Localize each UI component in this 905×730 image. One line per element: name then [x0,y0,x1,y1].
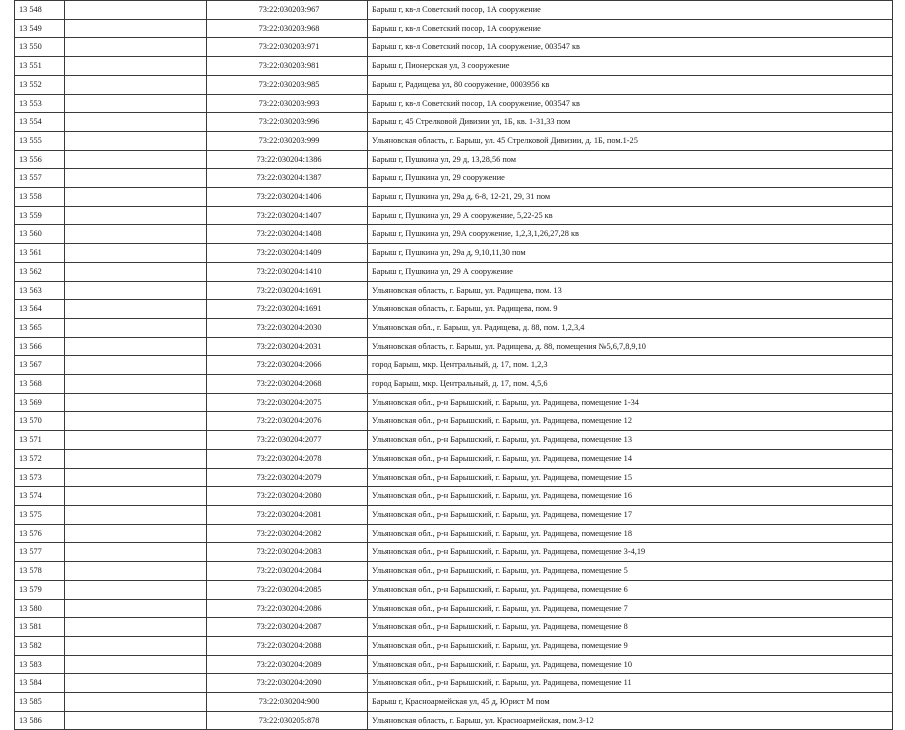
row-number-cell: 13 569 [15,393,65,412]
table-row [15,225,893,244]
empty-cell [65,57,207,76]
empty-cell [65,38,207,57]
cadastral-number-cell: 73:22:030204:2090 [207,674,368,693]
empty-cell [65,356,207,375]
empty-cell [65,225,207,244]
empty-cell [65,412,207,431]
row-number-cell: 13 577 [15,543,65,562]
address-cell: Барыш г, Радищева ул, 80 сооружение, 0003956 кв [368,75,893,94]
registry-table [14,0,893,730]
cadastral-number-cell: 73:22:030204:2076 [207,412,368,431]
table-row [15,543,893,562]
address-cell: Ульяновская обл., р-н Барышский, г. Барыш, ул. Радищева, помещение 16 [368,487,893,506]
address-cell: Ульяновская обл., р-н Барышский, г. Барыш, ул. Радищева, помещение 9 [368,636,893,655]
table-row [15,580,893,599]
row-number-cell: 13 565 [15,318,65,337]
row-number-cell: 13 585 [15,693,65,712]
empty-cell [65,75,207,94]
row-number-cell: 13 570 [15,412,65,431]
cadastral-number-cell: 73:22:030204:2079 [207,468,368,487]
cadastral-number-cell: 73:22:030204:1407 [207,206,368,225]
address-cell: Ульяновская обл., р-н Барышский, г. Барыш, ул. Радищева, помещение 5 [368,562,893,581]
empty-cell [65,206,207,225]
cadastral-number-cell: 73:22:030205:878 [207,711,368,730]
table-row [15,655,893,674]
table-row [15,562,893,581]
row-number-cell: 13 579 [15,580,65,599]
table-row [15,244,893,263]
table-row [15,75,893,94]
row-number-cell: 13 575 [15,505,65,524]
empty-cell [65,337,207,356]
row-number-cell: 13 582 [15,636,65,655]
table-row [15,487,893,506]
row-number-cell: 13 572 [15,449,65,468]
row-number-cell: 13 558 [15,188,65,207]
cadastral-number-cell: 73:22:030204:1408 [207,225,368,244]
empty-cell [65,711,207,730]
address-cell: Ульяновская обл., р-н Барышский, г. Барыш, ул. Радищева, помещение 14 [368,449,893,468]
empty-cell [65,244,207,263]
table-row [15,468,893,487]
table-row [15,19,893,38]
row-number-cell: 13 553 [15,94,65,113]
cadastral-number-cell: 73:22:030204:2088 [207,636,368,655]
table-row [15,38,893,57]
cadastral-number-cell: 73:22:030204:2030 [207,318,368,337]
row-number-cell: 13 563 [15,281,65,300]
registry-sheet [14,0,892,725]
row-number-cell: 13 576 [15,524,65,543]
empty-cell [65,674,207,693]
table-row [15,618,893,637]
cadastral-number-cell: 73:22:030204:2086 [207,599,368,618]
cadastral-number-cell: 73:22:030204:2083 [207,543,368,562]
cadastral-number-cell: 73:22:030204:1410 [207,262,368,281]
address-cell: Ульяновская обл., р-н Барышский, г. Барыш, ул. Радищева, помещение 17 [368,505,893,524]
row-number-cell: 13 568 [15,375,65,394]
empty-cell [65,449,207,468]
row-number-cell: 13 583 [15,655,65,674]
address-cell: Барыш г, Пушкина ул, 29 А сооружение, 5,22-25 кв [368,206,893,225]
table-row [15,356,893,375]
address-cell: Ульяновская обл., р-н Барышский, г. Барыш, ул. Радищева, помещение 7 [368,599,893,618]
address-cell: Ульяновская обл., р-н Барышский, г. Барыш, ул. Радищева, помещение 8 [368,618,893,637]
table-row [15,505,893,524]
row-number-cell: 13 561 [15,244,65,263]
row-number-cell: 13 559 [15,206,65,225]
cadastral-number-cell: 73:22:030204:2080 [207,487,368,506]
table-row [15,300,893,319]
empty-cell [65,693,207,712]
cadastral-number-cell: 73:22:030204:1691 [207,281,368,300]
row-number-cell: 13 551 [15,57,65,76]
table-row [15,711,893,730]
cadastral-number-cell: 73:22:030204:1691 [207,300,368,319]
cadastral-number-cell: 73:22:030204:2089 [207,655,368,674]
address-cell: Барыш г, Пушкина ул, 29 А сооружение [368,262,893,281]
table-row [15,262,893,281]
address-cell: Барыш г, кв-л Советский посор, 1А сооружение [368,1,893,20]
cadastral-number-cell: 73:22:030204:1406 [207,188,368,207]
empty-cell [65,318,207,337]
row-number-cell: 13 550 [15,38,65,57]
cadastral-number-cell: 73:22:030203:968 [207,19,368,38]
cadastral-number-cell: 73:22:030203:981 [207,57,368,76]
cadastral-number-cell: 73:22:030204:2075 [207,393,368,412]
row-number-cell: 13 556 [15,150,65,169]
cadastral-number-cell: 73:22:030203:985 [207,75,368,94]
cadastral-number-cell: 73:22:030203:967 [207,1,368,20]
empty-cell [65,431,207,450]
empty-cell [65,393,207,412]
address-cell: Барыш г, Пушкина ул, 29А сооружение, 1,2,3,1,26,27,28 кв [368,225,893,244]
empty-cell [65,655,207,674]
cadastral-number-cell: 73:22:030204:2078 [207,449,368,468]
address-cell: Барыш г, кв-л Советский посор, 1А сооружение [368,19,893,38]
table-row [15,169,893,188]
cadastral-number-cell: 73:22:030204:2031 [207,337,368,356]
table-row [15,375,893,394]
address-cell: Барыш г, Пушкина ул, 29 д, 13,28,56 пом [368,150,893,169]
address-cell: Ульяновская обл., р-н Барышский, г. Барыш, ул. Радищева, помещение 12 [368,412,893,431]
cadastral-number-cell: 73:22:030204:1409 [207,244,368,263]
row-number-cell: 13 566 [15,337,65,356]
table-row [15,674,893,693]
registry-table-body [15,1,893,730]
table-row [15,412,893,431]
address-cell: Ульяновская обл., р-н Барышский, г. Барыш, ул. Радищева, помещение 10 [368,655,893,674]
address-cell: Барыш г, Пушкина ул, 29 сооружение [368,169,893,188]
empty-cell [65,468,207,487]
address-cell: город Барыш, мкр. Центральный, д. 17, пом. 1,2,3 [368,356,893,375]
empty-cell [65,375,207,394]
address-cell: город Барыш, мкр. Центральный, д. 17, пом. 4,5,6 [368,375,893,394]
cadastral-number-cell: 73:22:030203:999 [207,131,368,150]
address-cell: Ульяновская обл., р-н Барышский, г. Барыш, ул. Радищева, помещение 11 [368,674,893,693]
row-number-cell: 13 552 [15,75,65,94]
cadastral-number-cell: 73:22:030204:1386 [207,150,368,169]
table-row [15,693,893,712]
row-number-cell: 13 586 [15,711,65,730]
address-cell: Барыш г, Пионерская ул, 3 сооружение [368,57,893,76]
address-cell: Ульяновская обл., г. Барыш, ул. Радищева, д. 88, пом. 1,2,3,4 [368,318,893,337]
table-row [15,57,893,76]
empty-cell [65,505,207,524]
empty-cell [65,636,207,655]
cadastral-number-cell: 73:22:030204:2085 [207,580,368,599]
empty-cell [65,113,207,132]
empty-cell [65,562,207,581]
empty-cell [65,599,207,618]
empty-cell [65,150,207,169]
address-cell: Ульяновская область, г. Барыш, ул. 45 Стрелковой Дивизии, д. 1Б, пом.1-25 [368,131,893,150]
address-cell: Барыш г, Красноармейская ул, 45 д, Юрист М пом [368,693,893,712]
row-number-cell: 13 574 [15,487,65,506]
table-row [15,318,893,337]
cadastral-number-cell: 73:22:030204:2077 [207,431,368,450]
empty-cell [65,524,207,543]
cadastral-number-cell: 73:22:030204:2082 [207,524,368,543]
empty-cell [65,131,207,150]
table-row [15,636,893,655]
row-number-cell: 13 573 [15,468,65,487]
row-number-cell: 13 560 [15,225,65,244]
cadastral-number-cell: 73:22:030204:2068 [207,375,368,394]
table-row [15,449,893,468]
address-cell: Барыш г, Пушкина ул, 29а д, 9,10,11,30 пом [368,244,893,263]
empty-cell [65,169,207,188]
row-number-cell: 13 564 [15,300,65,319]
row-number-cell: 13 549 [15,19,65,38]
address-cell: Ульяновская область, г. Барыш, ул. Красноармейская, пом.3-12 [368,711,893,730]
empty-cell [65,487,207,506]
address-cell: Барыш г, 45 Стрелковой Дивизии ул, 1Б, кв. 1-31,33 пом [368,113,893,132]
table-row [15,281,893,300]
cadastral-number-cell: 73:22:030203:971 [207,38,368,57]
table-row [15,524,893,543]
address-cell: Ульяновская обл., р-н Барышский, г. Барыш, ул. Радищева, помещение 6 [368,580,893,599]
table-row [15,431,893,450]
address-cell: Ульяновская обл., р-н Барышский, г. Барыш, ул. Радищева, помещение 3-4,19 [368,543,893,562]
address-cell: Ульяновская обл., р-н Барышский, г. Барыш, ул. Радищева, помещение 13 [368,431,893,450]
address-cell: Ульяновская обл., р-н Барышский, г. Барыш, ул. Радищева, помещение 1-34 [368,393,893,412]
cadastral-number-cell: 73:22:030203:993 [207,94,368,113]
row-number-cell: 13 554 [15,113,65,132]
table-row [15,131,893,150]
table-row [15,337,893,356]
row-number-cell: 13 580 [15,599,65,618]
table-row [15,113,893,132]
table-row [15,206,893,225]
address-cell: Ульяновская область, г. Барыш, ул. Радищева, пом. 9 [368,300,893,319]
empty-cell [65,19,207,38]
row-number-cell: 13 584 [15,674,65,693]
empty-cell [65,262,207,281]
empty-cell [65,281,207,300]
table-row [15,1,893,20]
empty-cell [65,580,207,599]
address-cell: Ульяновская обл., р-н Барышский, г. Барыш, ул. Радищева, помещение 18 [368,524,893,543]
address-cell: Барыш г, кв-л Советский посор, 1А сооружение, 003547 кв [368,94,893,113]
address-cell: Ульяновская область, г. Барыш, ул. Радищева, пом. 13 [368,281,893,300]
cadastral-number-cell: 73:22:030204:2087 [207,618,368,637]
table-row [15,94,893,113]
cadastral-number-cell: 73:22:030204:2084 [207,562,368,581]
row-number-cell: 13 548 [15,1,65,20]
row-number-cell: 13 567 [15,356,65,375]
empty-cell [65,1,207,20]
table-row [15,150,893,169]
cadastral-number-cell: 73:22:030204:1387 [207,169,368,188]
address-cell: Ульяновская область, г. Барыш, ул. Радищева, д. 88, помещения №5,6,7,8,9,10 [368,337,893,356]
cadastral-number-cell: 73:22:030204:2066 [207,356,368,375]
row-number-cell: 13 555 [15,131,65,150]
cadastral-number-cell: 73:22:030204:900 [207,693,368,712]
row-number-cell: 13 571 [15,431,65,450]
table-row [15,188,893,207]
empty-cell [65,618,207,637]
empty-cell [65,94,207,113]
cadastral-number-cell: 73:22:030204:2081 [207,505,368,524]
empty-cell [65,543,207,562]
address-cell: Барыш г, кв-л Советский посор, 1А сооружение, 003547 кв [368,38,893,57]
empty-cell [65,300,207,319]
row-number-cell: 13 578 [15,562,65,581]
empty-cell [65,188,207,207]
row-number-cell: 13 562 [15,262,65,281]
address-cell: Барыш г, Пушкина ул, 29а д, 6-8, 12-21, 29, 31 пом [368,188,893,207]
row-number-cell: 13 581 [15,618,65,637]
address-cell: Ульяновская обл., р-н Барышский, г. Барыш, ул. Радищева, помещение 15 [368,468,893,487]
row-number-cell: 13 557 [15,169,65,188]
table-row [15,599,893,618]
table-row [15,393,893,412]
cadastral-number-cell: 73:22:030203:996 [207,113,368,132]
